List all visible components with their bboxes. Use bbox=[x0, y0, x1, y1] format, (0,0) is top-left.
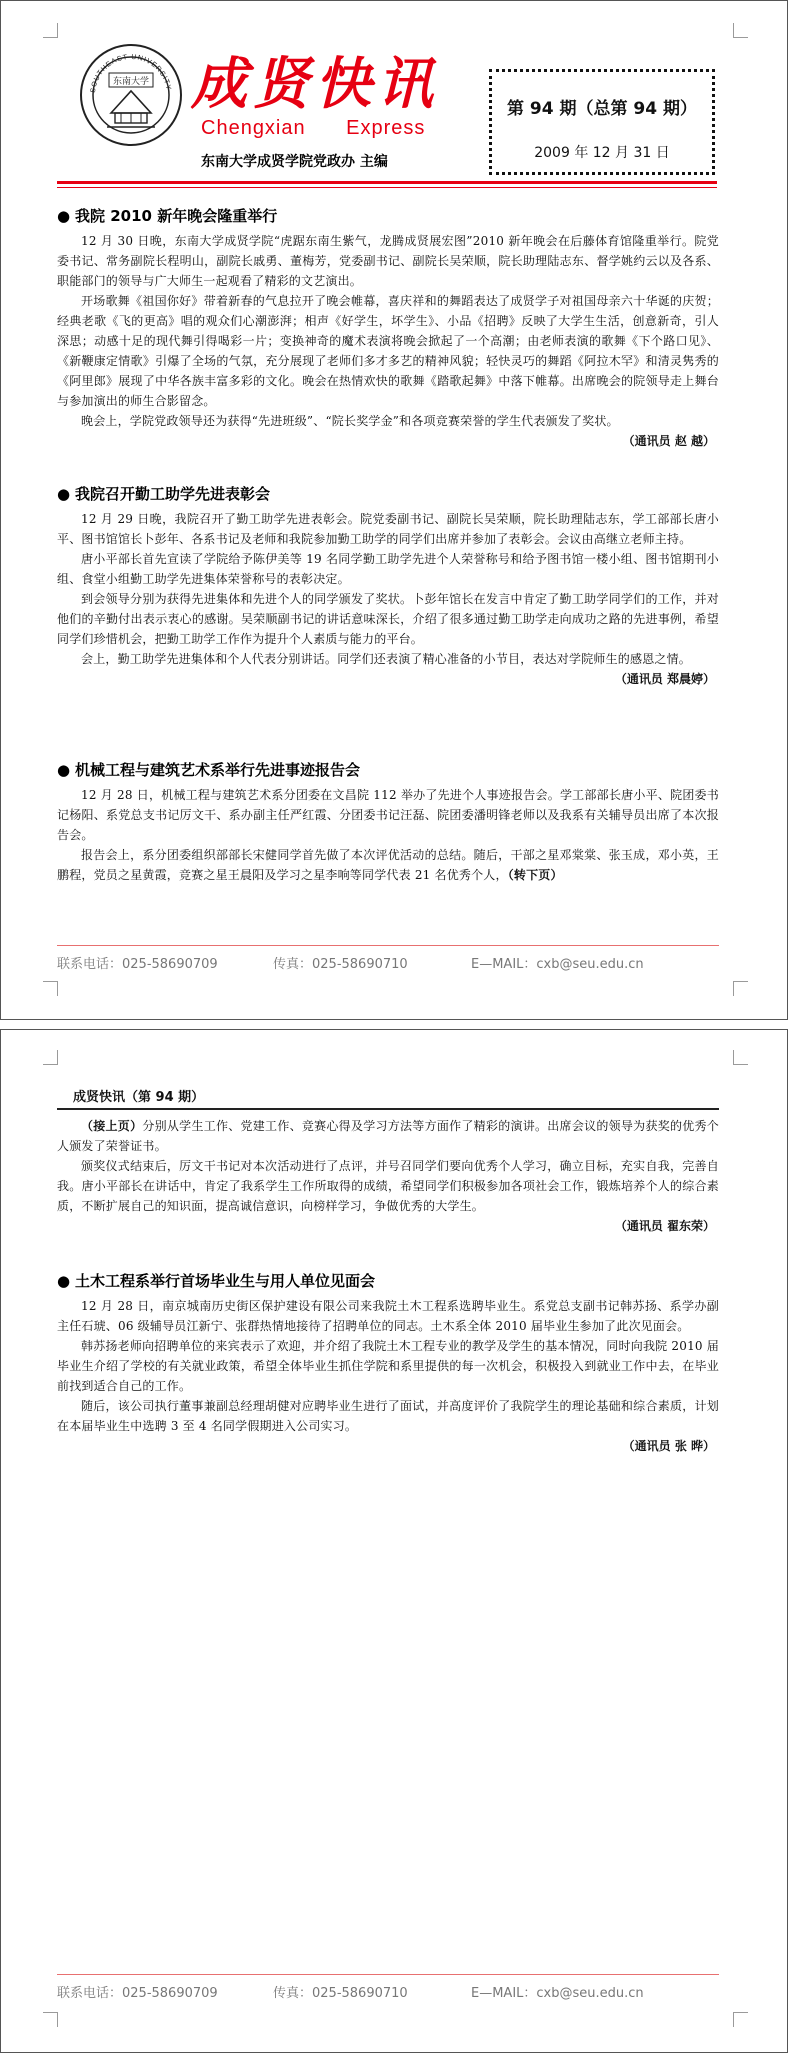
running-head-divider bbox=[57, 1108, 719, 1110]
crop-mark bbox=[43, 2012, 58, 2027]
footer-fax: 传真：025-58690710 bbox=[273, 957, 408, 972]
article-civil-engineering-job-fair bbox=[57, 1270, 719, 1456]
running-head: 成贤快讯（第 94 期） bbox=[73, 1090, 205, 1105]
article-paragraph: 晚会上，学院党政领导还为获得“先进班级”、“院长奖学金”和各项竞赛荣誉的学生代表颁发了奖状。 bbox=[81, 414, 619, 428]
article-paragraph: 开场歌舞《祖国你好》带着新春的气息拉开了晚会帷幕，喜庆祥和的舞蹈表达了成贤学子对祖国母亲六十华诞的庆贺；经典老歌《飞的更高》唱的观众们心潮澎湃；相声《好学生，坏学生》、小品《招聘》反映了大学生生活，创意新奇，引人深思；动感十足的现代舞引得喝彩一片；变换神奇的魔术表演将晚会掀起了一个高潮；由老师表演的歌舞《下个路口见》、《新鞭康定情歌》引爆了全场的气氛，充分展现了老师们多才多艺的精神风貌；轻快灵巧的舞蹈《阿拉木罕》和清灵隽秀的《阿里郎》展现了中华各族丰富多彩的文化。晚会在热情欢快的歌舞《踏歌起舞》中落下帷幕。出席晚会的院领导走上舞台与参加演出的师生合影留念。 bbox=[57, 294, 719, 408]
page-gap bbox=[0, 1020, 790, 1029]
crop-mark bbox=[43, 981, 58, 996]
continued-from-note: （接上页） bbox=[81, 1119, 143, 1133]
footer-divider bbox=[57, 945, 719, 946]
footer-email: E—MAIL：cxb@seu.edu.cn bbox=[471, 1986, 644, 2001]
crop-mark bbox=[733, 981, 748, 996]
article-title: ● 我院 2010 新年晚会隆重举行 bbox=[57, 207, 278, 225]
bullet-icon: ● bbox=[57, 485, 71, 503]
crop-mark bbox=[733, 1050, 748, 1065]
masthead-divider-thin bbox=[57, 187, 717, 188]
footer-email: E—MAIL：cxb@seu.edu.cn bbox=[471, 957, 644, 972]
newsletter-page-1 bbox=[0, 0, 788, 1020]
article-paragraph: 12 月 28 日，南京城南历史街区保护建设有限公司来我院土木工程系选聘毕业生。系党总支副书记韩苏扬、系学办副主任石琥、06 级辅导员江新宁、张群热情地接待了招聘单位的同志。土木系全体 2010 届毕业生参加了此次见面会。 bbox=[57, 1299, 719, 1333]
crop-mark bbox=[733, 23, 748, 38]
newsletter-title: 成贤快讯 bbox=[191, 51, 439, 117]
editor-line: 东南大学成贤学院党政办 主编 bbox=[201, 154, 388, 170]
crop-mark bbox=[733, 2012, 748, 2027]
article-work-study-awards bbox=[57, 483, 719, 689]
article-paragraph: 颁奖仪式结束后，厉文干书记对本次活动进行了点评，并号召同学们要向优秀个人学习，确立目标，充实自我，完善自我。唐小平部长在讲话中，肯定了我系学生工作所取得的成绩，希望同学们积极参加各项社会工作，锻炼培养个人的综合素质，不断扩展自己的知识面，提高诚信意识，向榜样学习，争做优秀的大学生。 bbox=[57, 1159, 719, 1213]
crop-mark bbox=[43, 1050, 58, 1065]
contact-footer bbox=[57, 1982, 719, 2002]
footer-phone: 联系电话：025-58690709 bbox=[57, 957, 218, 972]
continued-note: （转下页） bbox=[507, 868, 563, 882]
issue-box bbox=[489, 69, 715, 175]
issue-number: 第 94 期（总第 94 期） bbox=[507, 99, 697, 119]
issue-date: 2009 年 12 月 31 日 bbox=[534, 145, 670, 161]
university-seal-icon bbox=[79, 43, 183, 147]
bullet-icon: ● bbox=[57, 761, 71, 779]
newsletter-page-2 bbox=[0, 1029, 788, 2053]
article-paragraph: （接上页）分别从学生工作、党建工作、竞赛心得及学习方法等方面作了精彩的演讲。出席会议的领导为获奖的优秀个人颁发了荣誉证书。 bbox=[57, 1119, 719, 1153]
article-title: ● 机械工程与建筑艺术系举行先进事迹报告会 bbox=[57, 761, 361, 779]
article-byline: （通讯员 郑晨婷） bbox=[614, 672, 715, 686]
article-paragraph: 会上，勤工助学先进集体和个人代表分别讲话。同学们还表演了精心准备的小节目，表达对学院师生的感恩之情。 bbox=[81, 652, 692, 666]
crop-mark bbox=[43, 23, 58, 38]
article-paragraph: 唐小平部长首先宣读了学院给予陈伊美等 19 名同学勤工助学先进个人荣誉称号和给予图书馆一楼小组、图书馆期刊小组、食堂小组勤工助学先进集体荣誉称号的表彰决定。 bbox=[57, 552, 719, 586]
bullet-icon: ● bbox=[57, 207, 71, 225]
article-mechanical-engineering-report bbox=[57, 759, 719, 885]
article-paragraph: 12 月 28 日，机械工程与建筑艺术系分团委在文昌院 112 举办了先进个人事迹报告会。学工部部长唐小平、院团委书记杨阳、系党总支书记厉文干、系办副主任严红霞、分团委书记汪磊、院团委潘明锋老师以及我系有关辅导员出席了本次报告会。 bbox=[57, 788, 719, 842]
article-paragraph: 到会领导分别为获得先进集体和先进个人的同学颁发了奖状。卜彭年馆长在发言中肯定了勤工助学同学们的工作，并对他们的辛勤付出表示衷心的感谢。吴荣顺副书记的讲话意味深长，介绍了很多通过勤工助学走向成功之路的先进事例，希望同学们珍惜机会，把勤工助学工作作为提升个人素质与能力的平台。 bbox=[57, 592, 719, 646]
newsletter-title-english: Chengxian Express bbox=[201, 117, 426, 139]
seal-text: 东南大学 bbox=[112, 77, 150, 87]
article-paragraph: 12 月 29 日晚，我院召开了勤工助学先进表彰会。院党委副书记、副院长吴荣顺，院长助理陆志东，学工部部长唐小平、图书馆馆长卜彭年、各系书记及老师和我院参加勤工助学的同学们出席并参加了表彰会。会议由高继立老师主持。 bbox=[57, 512, 719, 546]
article-title: ● 土木工程系举行首场毕业生与用人单位见面会 bbox=[57, 1272, 376, 1290]
article-paragraph: 12 月 30 日晚，东南大学成贤学院“虎踞东南生紫气，龙腾成贤展宏图”2010 新年晚会在后藤体育馆隆重举行。院党委书记、常务副院长程明山，副院长戚勇、董梅芳，党委副书记、副院长吴荣顺，院长助理陆志东、督学姚约云以及各系、职能部门的领导与广大师生一起观看了精彩的文艺演出。 bbox=[57, 234, 719, 288]
footer-divider bbox=[57, 1974, 719, 1975]
article-byline: （通讯员 张 晔） bbox=[622, 1439, 715, 1453]
article-byline: （通讯员 赵 越） bbox=[622, 434, 715, 448]
article-paragraph: 随后，该公司执行董事兼副总经理胡健对应聘毕业生进行了面试，并高度评价了我院学生的理论基础和综合素质，计划在本届毕业生中选聘 3 至 4 名同学假期进入公司实习。 bbox=[57, 1399, 719, 1433]
article-title: ● 我院召开勤工助学先进表彰会 bbox=[57, 485, 271, 503]
footer-phone: 联系电话：025-58690709 bbox=[57, 1986, 218, 2001]
svg-text:SOUTHEAST UNIVERSITY: SOUTHEAST UNIVERSITY bbox=[89, 53, 172, 94]
article-continued bbox=[57, 1116, 719, 1236]
bullet-icon: ● bbox=[57, 1272, 71, 1290]
masthead-divider bbox=[57, 181, 717, 184]
article-byline: （通讯员 翟东荣） bbox=[614, 1219, 715, 1233]
article-new-year-gala bbox=[57, 205, 719, 451]
contact-footer bbox=[57, 953, 719, 973]
article-paragraph: 韩苏扬老师向招聘单位的来宾表示了欢迎，并介绍了我院土木工程专业的教学及学生的基本情况，同时向我院 2010 届毕业生介绍了学校的有关就业政策，希望全体毕业生抓住学院和系里提供的每一次机会，积极投入到就业工作中去，在毕业前找到适合自己的工作。 bbox=[57, 1339, 719, 1393]
article-paragraph: 报告会上，系分团委组织部部长宋健同学首先做了本次评优活动的总结。随后，干部之星邓棠棠、张玉成，邓小英，王鹏程，党员之星黄霞，竞赛之星王晨阳及学习之星李响等同学代表 21 名优秀个人，（转下页） bbox=[57, 848, 719, 882]
footer-fax: 传真：025-58690710 bbox=[273, 1986, 408, 2001]
